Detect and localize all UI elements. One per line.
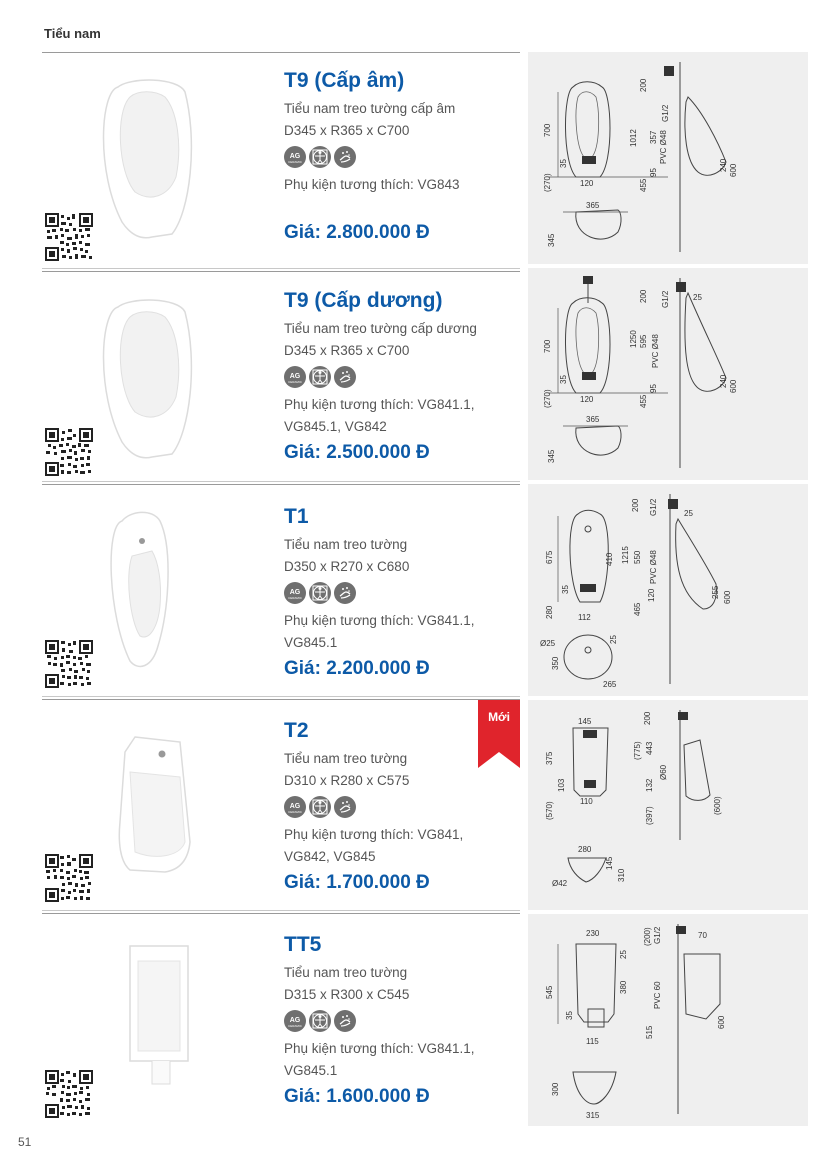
product-price: Giá: 2.200.000 Đ bbox=[284, 658, 430, 679]
ag-ceramic-icon bbox=[284, 582, 306, 604]
dim-label: 95 bbox=[649, 384, 658, 393]
row-divider bbox=[42, 52, 520, 53]
dim-label: (570) bbox=[545, 801, 554, 820]
product-description: Tiểu nam treo tường cấp âm bbox=[284, 101, 456, 116]
product-name: T9 (Cấp dương) bbox=[284, 289, 443, 312]
ag-badge-line1: AG bbox=[289, 373, 301, 380]
compatible-accessories: Phụ kiện tương thích: VG841.1, bbox=[284, 1041, 475, 1056]
dim-label: 1012 bbox=[629, 129, 638, 147]
dim-label: G1/2 bbox=[649, 498, 658, 516]
dim-label: 25 bbox=[609, 635, 618, 644]
product-price: Giá: 2.500.000 Đ bbox=[284, 442, 430, 463]
dim-label: 345 bbox=[547, 233, 556, 247]
compatible-accessories: Phụ kiện tương thích: VG841.1, bbox=[284, 613, 475, 628]
dim-label: PVC Ø48 bbox=[651, 334, 660, 368]
dim-label: (200) bbox=[643, 927, 652, 946]
ag-badge-line1: AG bbox=[289, 153, 301, 160]
dim-label: 310 bbox=[617, 868, 626, 882]
dim-label: 465 bbox=[633, 602, 642, 616]
dim-label: 443 bbox=[645, 741, 654, 755]
dim-label: 375 bbox=[545, 751, 554, 765]
dim-label: 35 bbox=[565, 1011, 574, 1020]
row-divider bbox=[42, 699, 520, 700]
ag-badge-line1: AG bbox=[289, 589, 301, 596]
dim-label: G1/2 bbox=[653, 926, 662, 944]
ag-ceramic-icon bbox=[284, 796, 306, 818]
feature-badges bbox=[284, 146, 514, 168]
qr-code[interactable] bbox=[45, 1070, 93, 1118]
dim-label: 1250 bbox=[629, 330, 638, 348]
product-dimensions: D310 x R280 x C575 bbox=[284, 773, 410, 788]
hand-wash-icon bbox=[334, 582, 356, 604]
dim-label: 200 bbox=[639, 78, 648, 92]
dim-label: 365 bbox=[586, 415, 600, 424]
ag-badge-line2: CERAMIC bbox=[288, 380, 302, 384]
dim-label: 545 bbox=[545, 985, 554, 999]
compatible-accessories: Phụ kiện tương thích: VG843 bbox=[284, 177, 460, 192]
product-info bbox=[284, 504, 514, 680]
dim-label: G1/2 bbox=[661, 104, 670, 122]
vitruvian-man-icon bbox=[309, 366, 331, 388]
product-dimensions: D345 x R365 x C700 bbox=[284, 123, 410, 138]
dim-label: 315 bbox=[586, 1111, 600, 1120]
technical-drawing bbox=[528, 52, 808, 264]
dim-label: 515 bbox=[645, 1025, 654, 1039]
dim-label: 1215 bbox=[621, 546, 630, 564]
ag-badge-line2: CERAMIC bbox=[288, 596, 302, 600]
row-divider bbox=[42, 481, 520, 482]
dim-label: 145 bbox=[578, 717, 592, 726]
hand-wash-icon bbox=[334, 146, 356, 168]
dim-label: 110 bbox=[580, 797, 593, 806]
dim-label: 700 bbox=[543, 339, 552, 353]
dim-label: 265 bbox=[603, 680, 617, 689]
dim-label: 600 bbox=[729, 163, 738, 177]
vitruvian-man-icon bbox=[309, 796, 331, 818]
vitruvian-man-icon bbox=[309, 146, 331, 168]
product-description: Tiểu nam treo tường bbox=[284, 965, 408, 980]
dim-label: 25 bbox=[693, 293, 702, 302]
dim-label: 455 bbox=[639, 394, 648, 408]
dim-label: 70 bbox=[698, 931, 707, 940]
dim-label: Ø42 bbox=[552, 879, 568, 888]
dim-label: 600 bbox=[723, 590, 732, 604]
feature-badges bbox=[284, 582, 514, 604]
vitruvian-man-icon bbox=[309, 582, 331, 604]
qr-code[interactable] bbox=[45, 428, 93, 476]
dim-label: 455 bbox=[639, 178, 648, 192]
product-price: Giá: 1.600.000 Đ bbox=[284, 1086, 430, 1107]
ag-ceramic-icon bbox=[284, 146, 306, 168]
dim-label: Ø25 bbox=[540, 639, 556, 648]
feature-badges bbox=[284, 1010, 514, 1032]
dim-label: 25 bbox=[619, 950, 628, 959]
dim-label: 595 bbox=[639, 334, 648, 348]
dim-label: 700 bbox=[543, 123, 552, 137]
dim-label: PVC 60 bbox=[653, 981, 662, 1009]
compatible-accessories: Phụ kiện tương thích: VG841.1, bbox=[284, 397, 475, 412]
qr-code[interactable] bbox=[45, 640, 93, 688]
hand-wash-icon bbox=[334, 796, 356, 818]
dim-label: 120 bbox=[647, 588, 656, 602]
dim-label: PVC Ø48 bbox=[659, 130, 668, 164]
compatible-accessories: VG845.1, VG842 bbox=[284, 419, 387, 434]
product-info bbox=[284, 288, 514, 464]
vitruvian-man-icon bbox=[309, 1010, 331, 1032]
dim-label: 145 bbox=[605, 856, 614, 870]
qr-code[interactable] bbox=[45, 854, 93, 902]
dim-label: 410 bbox=[605, 552, 614, 566]
dim-label: 350 bbox=[551, 656, 560, 670]
dim-label: 120 bbox=[580, 395, 594, 404]
dim-label: 280 bbox=[545, 605, 554, 619]
dim-label: 95 bbox=[649, 168, 658, 177]
new-product-ribbon bbox=[478, 700, 520, 768]
compatible-accessories: Phụ kiện tương thích: VG841, bbox=[284, 827, 464, 842]
dim-label: 357 bbox=[649, 130, 658, 144]
dim-label: (600) bbox=[713, 796, 722, 815]
dim-label: 380 bbox=[619, 980, 628, 994]
dim-label: 230 bbox=[586, 929, 600, 938]
dim-label: 240 bbox=[719, 158, 728, 172]
dim-label: 115 bbox=[586, 1037, 599, 1046]
dim-label: 112 bbox=[578, 613, 591, 622]
product-dimensions: D350 x R270 x C680 bbox=[284, 559, 410, 574]
compatible-accessories: VG842, VG845 bbox=[284, 849, 376, 864]
dim-label: (397) bbox=[645, 806, 654, 825]
dim-label: 25 bbox=[684, 509, 693, 518]
hand-wash-icon bbox=[334, 1010, 356, 1032]
dim-label: (775) bbox=[633, 741, 642, 760]
dim-label: (270) bbox=[543, 173, 552, 192]
dim-label: PVC Ø48 bbox=[649, 550, 658, 584]
product-name: T2 bbox=[284, 719, 309, 742]
qr-code[interactable] bbox=[45, 213, 93, 261]
new-label: Mới bbox=[488, 710, 510, 724]
product-name: T1 bbox=[284, 505, 309, 528]
dim-label: 200 bbox=[631, 498, 640, 512]
row-divider bbox=[42, 271, 520, 272]
product-dimensions: D315 x R300 x C545 bbox=[284, 987, 410, 1002]
page-number: 51 bbox=[18, 1135, 32, 1149]
dim-label: 365 bbox=[586, 201, 600, 210]
dim-label: 300 bbox=[551, 1082, 560, 1096]
technical-drawing bbox=[528, 484, 808, 696]
product-description: Tiểu nam treo tường cấp dương bbox=[284, 321, 477, 336]
ag-badge-line1: AG bbox=[289, 1017, 301, 1024]
row-divider bbox=[42, 910, 520, 911]
dim-label: 240 bbox=[719, 374, 728, 388]
dim-label: 103 bbox=[557, 778, 566, 792]
feature-badges bbox=[284, 366, 514, 388]
dim-label: 35 bbox=[559, 375, 568, 384]
hand-wash-icon bbox=[334, 366, 356, 388]
dim-label: 120 bbox=[580, 179, 594, 188]
product-dimensions: D345 x R365 x C700 bbox=[284, 343, 410, 358]
product-price: Giá: 2.800.000 Đ bbox=[284, 222, 430, 243]
ag-ceramic-icon bbox=[284, 366, 306, 388]
product-description: Tiểu nam treo tường bbox=[284, 537, 408, 552]
dim-label: 550 bbox=[633, 550, 642, 564]
dim-label: 280 bbox=[578, 845, 592, 854]
row-divider bbox=[42, 484, 520, 485]
technical-drawing bbox=[528, 700, 808, 910]
product-name: T9 (Cấp âm) bbox=[284, 69, 405, 92]
dim-label: 345 bbox=[547, 449, 556, 463]
row-divider bbox=[42, 913, 520, 914]
row-divider bbox=[42, 696, 520, 697]
dim-label: Ø60 bbox=[659, 764, 668, 780]
dim-label: 200 bbox=[639, 289, 648, 303]
feature-badges bbox=[284, 796, 514, 818]
dim-label: 35 bbox=[561, 585, 570, 594]
technical-drawing bbox=[528, 268, 808, 480]
product-info bbox=[284, 932, 514, 1108]
ag-badge-line2: CERAMIC bbox=[288, 160, 302, 164]
compatible-accessories: VG845.1 bbox=[284, 635, 338, 650]
product-price: Giá: 1.700.000 Đ bbox=[284, 872, 430, 893]
section-title: Tiểu nam bbox=[44, 26, 101, 41]
dim-label: G1/2 bbox=[661, 290, 670, 308]
ag-ceramic-icon bbox=[284, 1010, 306, 1032]
dim-label: 132 bbox=[645, 778, 654, 792]
dim-label: 675 bbox=[545, 550, 554, 564]
dim-label: 35 bbox=[559, 159, 568, 168]
dim-label: (270) bbox=[543, 389, 552, 408]
dim-label: 200 bbox=[643, 711, 652, 725]
row-divider bbox=[42, 268, 520, 269]
dim-label: 600 bbox=[717, 1015, 726, 1029]
technical-drawing bbox=[528, 914, 808, 1126]
ag-badge-line1: AG bbox=[289, 803, 301, 810]
product-description: Tiểu nam treo tường bbox=[284, 751, 408, 766]
compatible-accessories: VG845.1 bbox=[284, 1063, 338, 1078]
dim-label: 255 bbox=[711, 585, 720, 599]
ag-badge-line2: CERAMIC bbox=[288, 1024, 302, 1028]
ag-badge-line2: CERAMIC bbox=[288, 810, 302, 814]
product-name: TT5 bbox=[284, 933, 322, 956]
dim-label: 600 bbox=[729, 379, 738, 393]
product-info bbox=[284, 68, 514, 244]
